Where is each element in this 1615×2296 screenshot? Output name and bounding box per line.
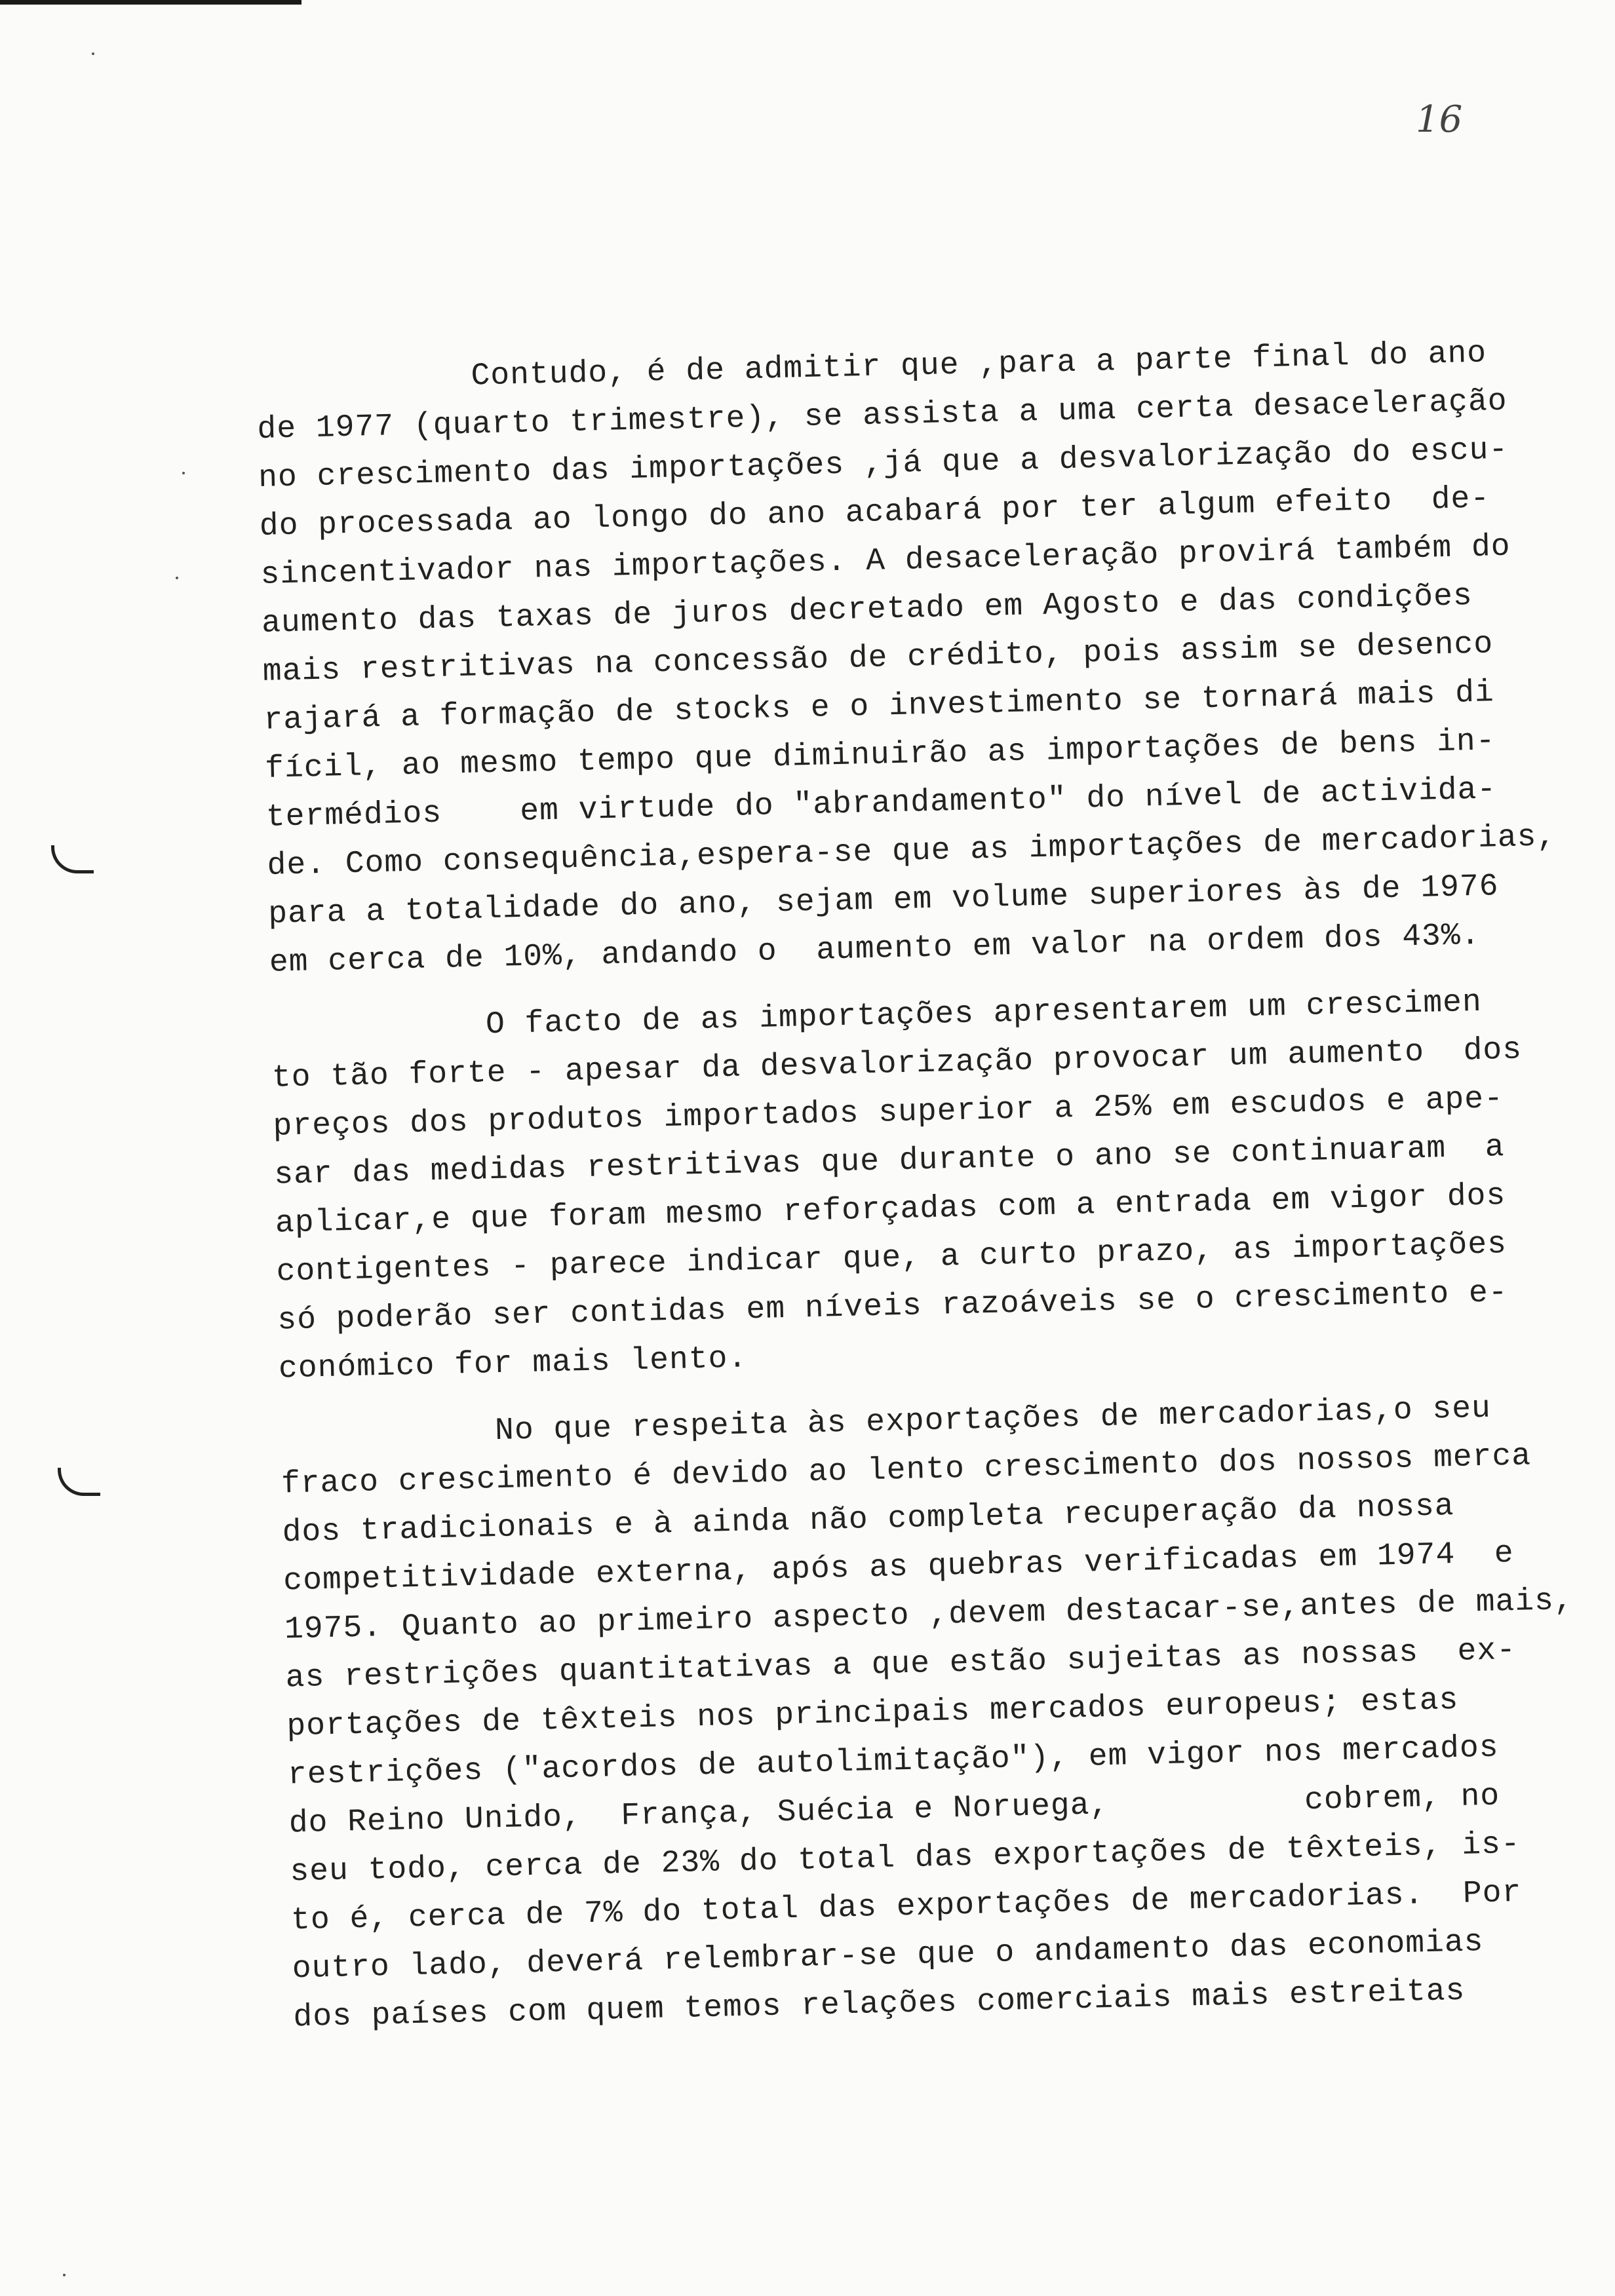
scan-speck	[182, 472, 185, 474]
text-line: O facto de as importações apresentarem um crescimen	[270, 984, 1483, 1048]
text-line: portações de têxteis nos principais mercados europeus; estas	[286, 1682, 1459, 1745]
text-line: do Reino Unido, França, Suécia e Noruega, cobrem, no	[288, 1778, 1500, 1842]
scan-speck	[63, 2274, 66, 2276]
text-line: to é, cerca de 7% do total das exportações de mercadorias. Por	[290, 1875, 1522, 1939]
text-line: preços dos produtos importados superior a 25% em escudos e ape-	[273, 1081, 1504, 1145]
text-line: rajará a formação de stocks e o investimento se tornará mais di	[263, 675, 1495, 738]
text-line: para a totalidade do ano, sejam em volume superiores às de 1976	[267, 869, 1500, 932]
text-line: do processada ao longo do ano acabará por ter algum efeito de-	[259, 481, 1490, 545]
text-line: contigentes - parece indicar que, a curto prazo, as importações	[276, 1227, 1508, 1290]
text-line: só poderão ser contidas em níveis razoáveis se o crescimento e-	[277, 1275, 1509, 1339]
paragraph-2	[270, 976, 1583, 1394]
text-line: sar das medidas restritivas que durante o ano se continuaram a	[273, 1130, 1506, 1193]
text-line: to tão forte - apesar da desvalorização provocar um aumento dos	[271, 1032, 1523, 1096]
text-line: fícil, ao mesmo tempo que diminuirão as importações de bens in-	[264, 723, 1496, 787]
text-line: aplicar,e que foram mesmo reforçadas com a entrada em vigor dos	[275, 1178, 1506, 1242]
text-line: as restrições quantitativas a que estão sujeitas as nossas ex-	[285, 1632, 1517, 1696]
binder-hole-mark-bottom	[58, 1468, 100, 1496]
text-line: em cerca de 10%, andando o aumento em valor na ordem dos 43%.	[269, 917, 1481, 981]
text-line: fraco crescimento é devido ao lento crescimento dos nossos merca	[281, 1438, 1532, 1502]
text-line: seu todo, cerca de 23% do total das exportações de têxteis, is-	[289, 1826, 1521, 1890]
text-line: competitividade externa, após as quebras verificadas em 1974 e	[282, 1535, 1515, 1599]
paragraph-3	[280, 1382, 1598, 2042]
binder-hole-mark-top	[51, 845, 94, 873]
text-line: Contudo, é de admitir que ,para a parte final do ano	[256, 335, 1487, 399]
text-line: aumento das taxas de juros decretado em Agosto e das condições	[261, 578, 1473, 641]
page-number: 16	[1416, 98, 1463, 141]
text-line: sincentivador nas importações. A desaceleração provirá também do	[260, 529, 1511, 593]
text-line: outro lado, deverá relembrar-se que o andamento das economias	[292, 1924, 1485, 1987]
text-line: termédios em virtude do "abrandamento" do nível de activida-	[265, 772, 1497, 835]
text-line: dos países com quem temos relações comerciais mais estreitas	[292, 1973, 1466, 2036]
text-line: 1975. Quanto ao primeiro aspecto ,devem destacar-se,antes de mais,	[284, 1582, 1574, 1648]
body-text	[256, 328, 1598, 2060]
text-line: mais restritivas na concessão de crédito, pois assim se desenco	[262, 626, 1494, 690]
text-line: dos tradicionais e à ainda não completa recuperação da nossa	[282, 1488, 1455, 1551]
top-rule	[0, 0, 302, 5]
scan-speck	[176, 577, 178, 579]
text-line: no crescimento das importações ,já que a desvalorização do escu-	[258, 432, 1509, 496]
scan-speck	[92, 52, 94, 55]
text-line: No que respeita às exportações de mercadorias,o seu	[279, 1390, 1492, 1454]
text-line: restrições ("acordos de autolimitação"), em vigor nos mercados	[287, 1730, 1500, 1793]
paragraph-1	[256, 328, 1574, 987]
text-line: conómico for mais lento.	[278, 1341, 748, 1387]
text-line: de 1977 (quarto trimestre), se assista a uma certa desaceleração	[256, 383, 1508, 448]
text-line: de. Como consequência,espera-se que as importações de mercadorias,	[267, 819, 1557, 884]
